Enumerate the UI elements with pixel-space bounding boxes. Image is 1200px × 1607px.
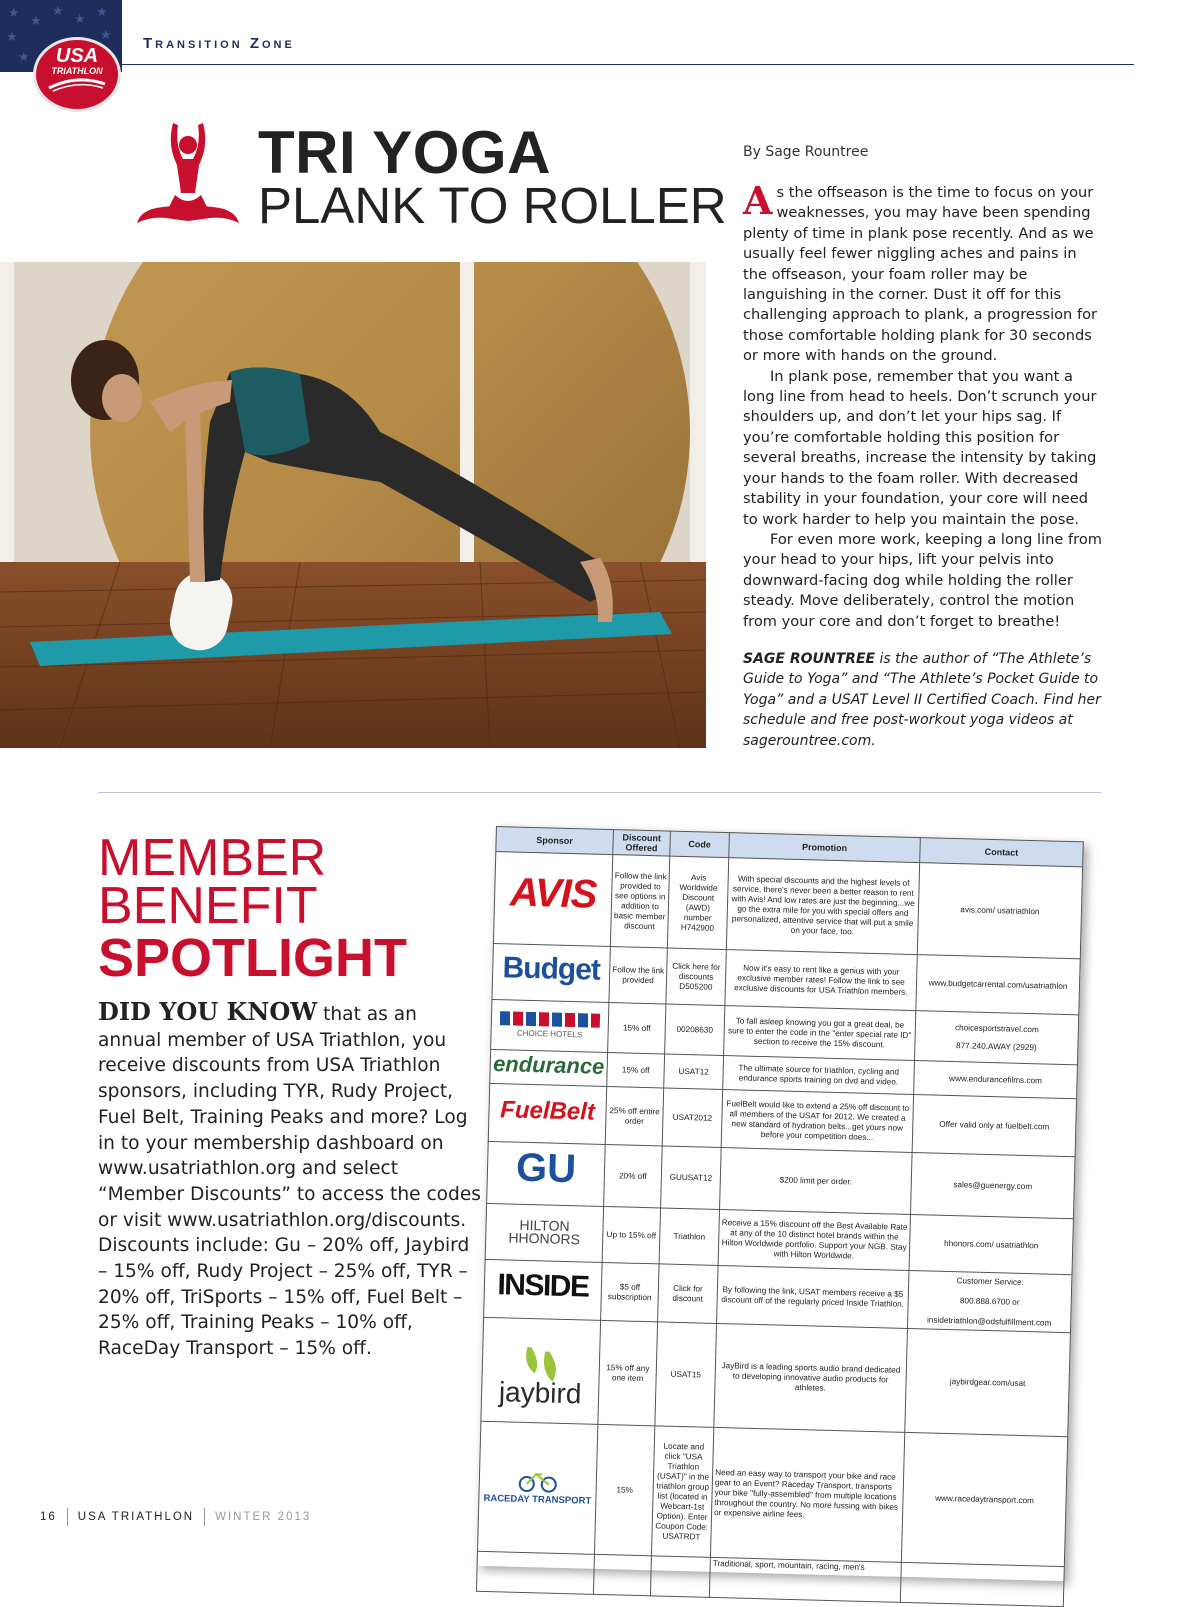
contact-cell[interactable]: www.budgetcarrental.com/usatriathlon (916, 955, 1080, 1015)
contact-cell (907, 1270, 1071, 1332)
table-row (493, 852, 1082, 959)
issue-date: WINTER 2013 (215, 1511, 312, 1524)
section-title: Transition Zone (143, 35, 295, 52)
article-paragraph-1: s the offseason is the time to focus on your weaknesses, you may have been spending plenty of time in plank pose recently. And as we usually feel fewer niggling aches and pains in the offseason, your foam roller may be languishing in the corner. Dust it off for this challenging approach to plank, a progression for those comfortable holding plank for 30 seconds or more with hands on the ground. (743, 184, 1098, 365)
page-number: 16 (40, 1511, 57, 1524)
article-paragraph-3: For even more work, keeping a long line from your head to your hips, lift your pelvis into downward-facing dog while holding the roller steady. Move deliberately, control the motion from your core and don’t forget to breathe! (743, 530, 1102, 630)
code-cell: Triathlon (659, 1208, 719, 1266)
contact-line: 800.888.6700 or (959, 1295, 1020, 1307)
table-row (481, 1317, 1071, 1436)
promotion-cell: Traditional, sport, mountain, racing, men's (709, 1557, 901, 1602)
sponsor-logo-jaybird: jaybird (481, 1317, 601, 1424)
discount-cell: 15% (594, 1424, 654, 1555)
discount-cell: 25% off entire order (605, 1086, 663, 1145)
plank-photo-illustration (0, 262, 706, 748)
spotlight-lead: DID YOU KNOW (98, 997, 318, 1026)
code-cell: Avis Worldwide Discount (AWD) number H742900 (667, 856, 728, 950)
header-promotion: Promotion (729, 833, 921, 863)
contact-cell[interactable]: www.endurancefilms.com (914, 1061, 1078, 1099)
code-cell: USAT15 (655, 1322, 717, 1428)
table-row (478, 1421, 1068, 1566)
discount-cell (593, 1554, 651, 1595)
spotlight-text: that as an annual member of USA Triathlon, you receive discounts from USA Triathlon sponsors, including TYR, Rudy Project, Fuel Belt, Training Peaks and more? Log in to your membership dashboard on www.usatriathlon.org and select “Member Discounts” to access the codes or visit www.usatriathlon.org/discounts. Discounts include: Gu – 20% off, Jaybird – 15% off, Rudy Project – 25% off, TYR – 20% off, TriSports – 15% off, Fuel Belt – 25% off, Training Peaks – 10% off, RaceDay Transport – 15% off. (98, 1004, 481, 1360)
contact-cell[interactable]: jaybirdgear.com/usat (905, 1328, 1071, 1436)
discount-cell: 15% off (608, 1003, 666, 1054)
promotion-cell: By following the link, USAT members receive a $5 discount off of the regularly priced Inside Triathlon. (717, 1265, 909, 1328)
footer-separator (204, 1508, 205, 1526)
sponsor-logo-raceday: RACEDAY TRANSPORT (478, 1421, 598, 1554)
code-cell: GUUSAT12 (661, 1146, 722, 1210)
logo-swoosh-icon (47, 76, 107, 92)
promotion-cell: Need an easy way to transport your bike and race gear to an Event? Raceday Transport, transports your bike "fully-assembled" from multiple locations throughout the country. No more fussing with bikes or expensive airline fees. (710, 1427, 904, 1562)
discount-table (476, 826, 1084, 1607)
byline: By Sage Rountree (743, 144, 869, 160)
contact-cell[interactable]: sales@guenergy.com (910, 1153, 1075, 1219)
page-footer (40, 1508, 311, 1526)
code-cell[interactable]: Click for discount (658, 1264, 718, 1324)
discount-cell: 15% off any one item (598, 1320, 658, 1425)
spotlight-heading-line1: MEMBER (98, 829, 327, 887)
footer-separator (67, 1508, 68, 1526)
promotion-cell: Now it's easy to rent like a genius with your exclusive member rates! Follow the link to see exclusive discounts for USA Triathlon members. (725, 950, 917, 1011)
magazine-name: USA TRIATHLON (77, 1511, 195, 1524)
promotion-cell: Receive a 15% discount off the Best Available Rate at any of the 10 distinct hotel brands within the Hilton Worldwide portfolio. Support your NGB. Stay with Hilton Worldwide. (718, 1209, 910, 1270)
code-cell (650, 1556, 710, 1598)
article-paragraph-2: In plank pose, remember that you want a long line from head to heels. Don’t scrunch your shoulders up, and don’t let your hips sag. If you’re comfortable holding this position for several breaths, increase the intensity by taking your hands to the foam roller. With decreased stability in your foundation, your core will need to work harder to help you maintain the pose. (743, 367, 1097, 528)
discount-cell: Up to 15% off (602, 1206, 660, 1263)
contact-cell[interactable]: www.racedaytransport.com (901, 1432, 1067, 1566)
discount-cell: Follow the link provided to see options in addition to basic member discount (610, 855, 669, 948)
contact-line[interactable]: insidetriathlon@odsfulfillment.com (926, 1314, 1052, 1328)
sponsor-logo-budget: Budget (492, 943, 610, 1002)
bicycle-icon (518, 1470, 559, 1493)
author-name: SAGE ROUNTREE (743, 651, 876, 667)
promotion-cell: To fall asleep knowing you got a great deal, be sure to enter the code in the "enter special rate ID" section to receive the 15% discount. (724, 1006, 916, 1061)
spotlight-body (98, 999, 482, 1362)
yoga-pose-icon (133, 115, 243, 235)
promotion-cell: The ultimate source for triathlon, cycling and endurance sports training on dvd and video. (723, 1056, 915, 1095)
code-cell: USAT12 (664, 1054, 724, 1090)
contact-line: Customer Service: (956, 1275, 1025, 1287)
discount-cell: 15% off (607, 1052, 665, 1087)
plank-photo (0, 262, 706, 748)
header-contact: Contact (920, 838, 1084, 867)
promotion-cell: JayBird is a leading sports audio brand dedicated to developing innovative audio products for athletes. (714, 1323, 908, 1432)
code-cell: Locate and click "USA Triathlon (USAT)" in the triathlon group list (located in Webcart-1st Option). Enter Coupon Code: USATRDT (651, 1426, 713, 1557)
code-cell: USAT2012 (662, 1088, 722, 1148)
promotion-cell: With special discounts and the highest levels of service, there's never been a better reason to rent with Avis! And low rates are just the beginning...we go the extra mile for you with special offers and personalized, attentive service that will put a smile on your face, too. (726, 858, 919, 955)
article-body (743, 178, 1103, 632)
discount-cell: Follow the link provided (609, 947, 667, 1004)
author-bio (743, 649, 1103, 751)
header-divider (122, 64, 1134, 65)
header-code: Code (670, 831, 730, 858)
discount-cell: $5 off subscription (601, 1262, 659, 1321)
sponsor-logo-fuelbelt: FuelBelt (488, 1083, 606, 1144)
discount-cell: 20% off (604, 1144, 663, 1207)
contact-cell (915, 1011, 1079, 1065)
hotel-brand-tiles-icon (500, 1011, 600, 1028)
article-title-sub: PLANK TO ROLLER (258, 177, 727, 234)
contact-cell[interactable]: hhonors.com/ usatriathlon (909, 1214, 1073, 1274)
drop-cap: A (743, 178, 773, 223)
flag-banner: ★ ★ ★ ★ ★ ★ ★ ★ (0, 0, 122, 72)
contact-cell (900, 1562, 1064, 1606)
header-sponsor: Sponsor (496, 827, 614, 855)
author-bio-text: is the author of “The Athlete’s Guide to Yoga” and “The Athlete’s Pocket Guide to Yoga” and a USAT Level II Certified Coach. Find her schedule and free post-workout yoga videos at sagerountree.com. (743, 651, 1101, 749)
sponsor-logo-endurance: endurance (490, 1049, 608, 1086)
header-discount: Discount Offered (613, 830, 671, 856)
sponsor-logo-avis: AVIS (493, 852, 612, 947)
contact-line[interactable]: choicesportstravel.com (954, 1022, 1039, 1034)
contact-cell: Offer valid only at fuelbelt.com (912, 1095, 1076, 1157)
contact-line: 877.240.AWAY (2929) (956, 1040, 1037, 1052)
logo-triathlon-text: TRIATHLON (51, 66, 103, 76)
usa-triathlon-logo[interactable] (33, 37, 121, 112)
contact-cell: avis.com/ usatriathlon (917, 863, 1082, 959)
logo-usa-text: USA (55, 45, 99, 67)
promotion-cell: $200 limit per order. (720, 1148, 913, 1215)
promotion-cell: FuelBelt would like to extend a 25% off discount to all members of the USAT for 2012. We created a new standard of hydration belts...get yours now before your competition does... (721, 1090, 913, 1153)
sponsor-logo-hilton: HILTON HHONORS (485, 1203, 603, 1262)
code-cell[interactable]: Click here for discounts D505200 (666, 948, 726, 1006)
spotlight-heading-line3: SPOTLIGHT (98, 928, 407, 988)
sponsor-logo-choice-hotels: CHOICE HOTELS (491, 999, 609, 1052)
section-divider (98, 792, 1101, 793)
code-cell: 00208630 (665, 1004, 725, 1056)
sponsor-logo-gu: GU (487, 1141, 606, 1206)
spotlight-heading-line2: BENEFIT (98, 877, 318, 935)
article-title-main: TRI YOGA (258, 119, 551, 186)
sponsor-logo-inside: INSIDE (484, 1259, 602, 1320)
discount-table-sheet (477, 826, 1084, 1581)
